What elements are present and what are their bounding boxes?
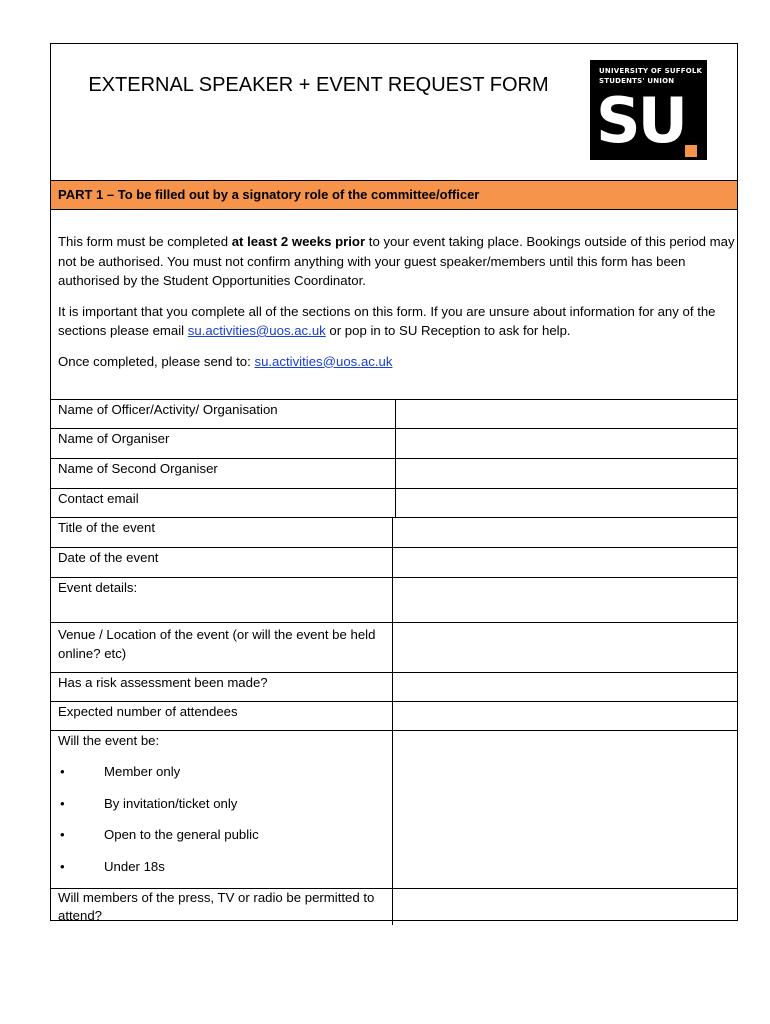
- field-label: Contact email: [51, 489, 395, 518]
- logo-text: [599, 66, 702, 86]
- field-label: Name of Organiser: [51, 429, 395, 459]
- fields-table: [51, 399, 737, 518]
- su-logo: [590, 60, 707, 160]
- field-value-cell[interactable]: [395, 429, 737, 459]
- table-row: [51, 889, 737, 926]
- logo-mark: SU: [596, 84, 685, 157]
- intro-paragraph-3: Once completed, please send to: su.activities@uos.ac.uk: [58, 353, 393, 369]
- table-row: [51, 731, 737, 889]
- field-label: Will the event be:: [58, 733, 160, 748]
- table-row: [51, 702, 737, 731]
- intro-text: [58, 232, 736, 382]
- form-title: EXTERNAL SPEAKER + EVENT REQUEST FORM: [88, 74, 549, 96]
- intro-paragraph-2: It is important that you complete all of the sections on this form. If you are unsure about information for any of the sections please email su.activities@uos.ac.uk or pop in to SU Reception to ask for help.: [58, 303, 716, 338]
- field-value-cell[interactable]: [392, 623, 737, 673]
- table-row: [51, 459, 737, 489]
- table-row: [51, 429, 737, 459]
- list-item: • Open to the general public: [58, 825, 392, 857]
- field-label: Title of the event: [51, 518, 392, 548]
- list-item: • Member only: [58, 762, 392, 794]
- field-value-cell[interactable]: [395, 400, 737, 429]
- send-to-email-link[interactable]: su.activities@uos.ac.uk: [254, 353, 393, 369]
- field-label: Expected number of attendees: [51, 702, 392, 731]
- table-row: [51, 400, 737, 429]
- part1-heading: PART 1 – To be filled out by a signatory role of the committee/officer: [58, 187, 480, 202]
- field-value-cell[interactable]: [392, 889, 737, 926]
- email-link[interactable]: su.activities@uos.ac.uk: [187, 323, 326, 338]
- table-row: [51, 673, 737, 702]
- logo-text-line2: STUDENTS' UNION: [599, 77, 675, 85]
- event-type-list: [58, 762, 392, 888]
- field-value-cell[interactable]: [395, 489, 737, 518]
- request-form: [50, 43, 738, 921]
- field-value-cell[interactable]: [392, 518, 737, 548]
- table-row: [51, 578, 737, 623]
- table-row: [51, 623, 737, 673]
- form-header: [51, 44, 737, 180]
- field-value-cell[interactable]: [392, 673, 737, 702]
- field-label: Date of the event: [51, 548, 392, 578]
- field-value-cell[interactable]: [392, 702, 737, 731]
- field-label: Will members of the press, TV or radio be permitted to attend?: [51, 889, 392, 926]
- list-item: • Under 18s: [58, 857, 392, 889]
- event-type-cell: [51, 731, 392, 889]
- intro-paragraph-1: This form must be completed at least 2 weeks prior to your event taking place. Bookings outside of this period may not be authorised. You must not confirm anything with your guest speaker/members until this form has been authorised by the Student Opportunities Coordinator.: [58, 234, 735, 288]
- deadline-emphasis: at least 2 weeks prior: [231, 234, 366, 249]
- table-row: [51, 548, 737, 578]
- logo-accent: [685, 145, 697, 157]
- table-row: [51, 518, 737, 548]
- field-value-cell[interactable]: [392, 548, 737, 578]
- table-row: [51, 489, 737, 518]
- field-label: Name of Second Organiser: [51, 459, 395, 489]
- part1-bar: [51, 180, 737, 210]
- field-label: Event details:: [51, 578, 392, 623]
- field-value-cell[interactable]: [395, 459, 737, 489]
- field-value-cell[interactable]: [392, 578, 737, 623]
- list-item: • By invitation/ticket only: [58, 794, 392, 826]
- field-label: Venue / Location of the event (or will the event be held online? etc): [51, 623, 392, 673]
- field-value-cell[interactable]: [392, 731, 737, 889]
- field-label: Has a risk assessment been made?: [51, 673, 392, 702]
- event-table: [51, 517, 737, 925]
- logo-text-line1: UNIVERSITY OF SUFFOLK: [599, 67, 703, 75]
- field-label: Name of Officer/Activity/ Organisation: [51, 400, 395, 429]
